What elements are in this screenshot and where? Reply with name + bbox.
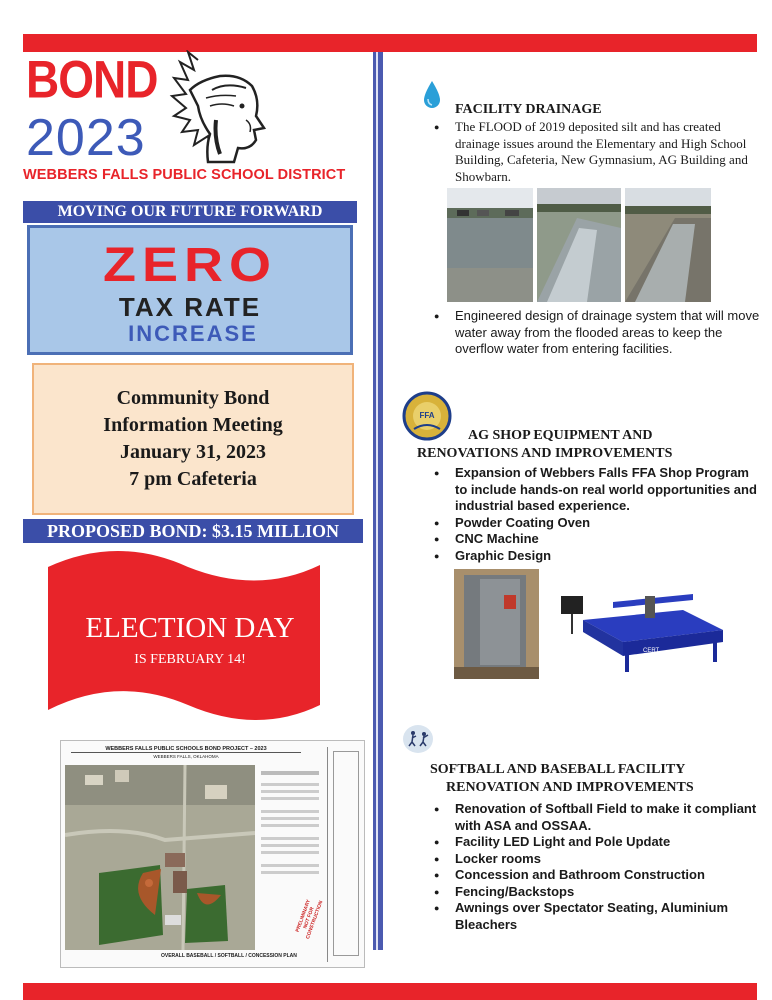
increase-text: INCREASE	[128, 321, 258, 346]
moving-forward-banner: MOVING OUR FUTURE FORWARD	[23, 201, 357, 223]
aerial-map	[65, 765, 255, 950]
election-day-text: ELECTION DAY	[85, 612, 295, 644]
column-divider	[373, 52, 383, 950]
list-item: ● The FLOOD of 2019 deposited silt and has created drainage issues around the Elementary and High School Building, Cafeteria, New Gymnasium, AG Building and Showbarn.	[431, 119, 761, 185]
list-item: ● CNC Machine	[431, 531, 761, 548]
flood-photo-3	[625, 188, 711, 302]
meeting-line-4: 7 pm Cafeteria	[129, 468, 257, 490]
meeting-line-1: Community Bond	[116, 387, 270, 409]
chief-mascot-logo	[160, 50, 280, 165]
drainage-list-2	[431, 308, 761, 358]
list-item: ● Powder Coating Oven	[431, 515, 761, 532]
meeting-info-box	[32, 363, 354, 515]
list-item: ● Locker rooms	[431, 851, 761, 868]
meeting-line-2: Information Meeting	[103, 414, 283, 436]
plan-caption: OVERALL BASEBALL / SOFTBALL / CONCESSION PLAN	[161, 953, 297, 959]
powder-coating-oven-photo	[454, 569, 539, 679]
list-item: ● Renovation of Softball Field to make it compliant with ASA and OSSAA.	[431, 801, 761, 834]
site-plan-drawing	[60, 740, 365, 968]
list-item: ● Awnings over Spectator Seating, Aluminium Bleachers	[431, 900, 761, 933]
preliminary-stamp: PRELIMINARY NOT FOR CONSTRUCTION	[294, 898, 325, 940]
plan-subtitle: WEBBERS FALLS, OKLAHOMA	[153, 754, 219, 759]
district-name: WEBBERS FALLS PUBLIC SCHOOL DISTRICT	[23, 167, 346, 183]
plan-border-line	[327, 747, 328, 962]
flood-photo-1	[447, 188, 533, 302]
ag-title-line-1: AG SHOP EQUIPMENT AND	[468, 428, 653, 443]
bottom-red-bar	[23, 983, 757, 1000]
bond-title: BOND	[26, 49, 158, 109]
zero-text: ZERO	[102, 238, 277, 292]
list-item: ● Engineered design of drainage system that will move water away from the flooded areas to keep the overflow water from entering facilities.	[431, 308, 761, 358]
year-title: 2023	[26, 109, 146, 167]
cnc-label: CERT	[643, 648, 660, 654]
water-drop-icon	[420, 80, 444, 110]
proposed-bond-banner: PROPOSED BOND: $3.15 MILLION	[23, 519, 363, 543]
zero-tax-box	[27, 225, 353, 355]
drainage-title: FACILITY DRAINAGE	[455, 102, 602, 117]
list-item: ● Facility LED Light and Pole Update	[431, 834, 761, 851]
plan-title-block	[333, 751, 359, 956]
ag-title-line-2: RENOVATIONS AND IMPROVEMENTS	[417, 446, 673, 461]
list-item: ● Graphic Design	[431, 548, 761, 565]
list-item: ● Fencing/Backstops	[431, 884, 761, 901]
drainage-list-1	[431, 119, 761, 185]
softball-list	[431, 801, 761, 933]
flood-photo-2	[537, 188, 621, 302]
softball-title-line-2: RENOVATION AND IMPROVEMENTS	[446, 780, 694, 795]
plan-title: WEBBERS FALLS PUBLIC SCHOOLS BOND PROJECT – 2023	[71, 746, 301, 753]
ffa-emblem-icon	[402, 391, 452, 441]
election-date-text: IS FEBRUARY 14!	[134, 652, 246, 667]
baseball-players-icon	[402, 724, 434, 754]
ffa-text: FFA	[419, 411, 435, 420]
list-item: ● Expansion of Webbers Falls FFA Shop Program to include hands-on real world opportunities and industrial based experience.	[431, 465, 761, 515]
meeting-line-3: January 31, 2023	[119, 441, 267, 463]
ag-list	[431, 465, 761, 564]
cnc-machine-photo	[553, 580, 733, 675]
list-item: ● Concession and Bathroom Construction	[431, 867, 761, 884]
softball-title-line-1: SOFTBALL AND BASEBALL FACILITY	[430, 762, 686, 777]
tax-rate-text: TAX RATE	[118, 292, 262, 322]
